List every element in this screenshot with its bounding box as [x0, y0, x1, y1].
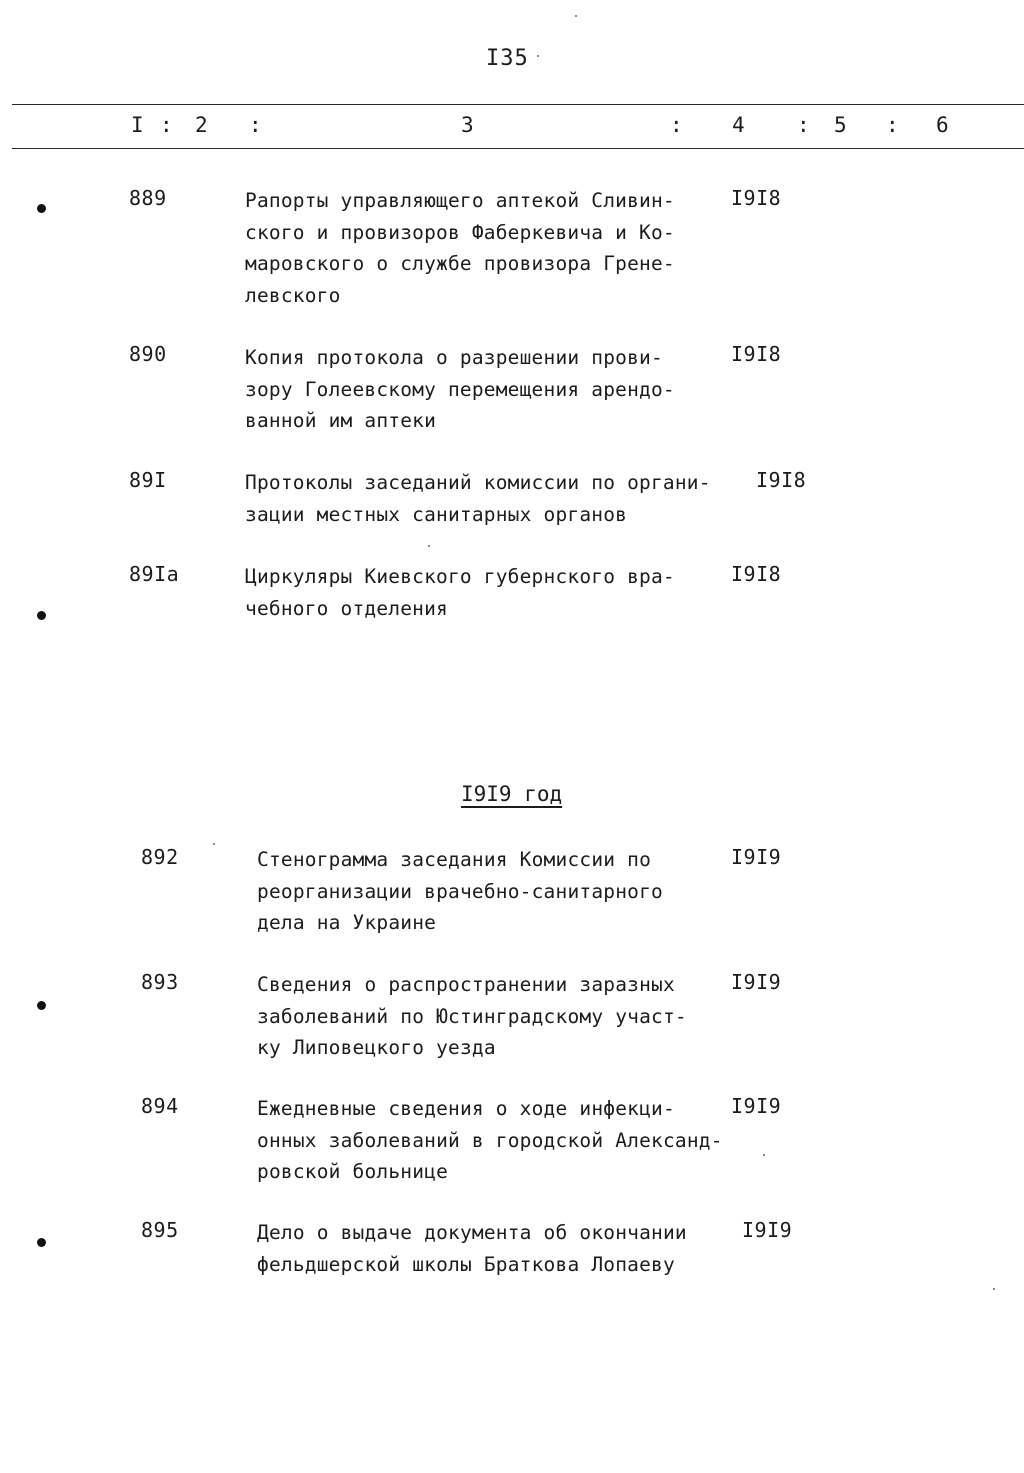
header-rule-top [12, 104, 1024, 105]
page-number: I35 [486, 46, 529, 71]
scan-speck [213, 843, 215, 845]
column-header-1: I [131, 113, 144, 137]
entry-number: 895 [141, 1218, 179, 1242]
header-rule-bottom [12, 148, 1024, 149]
column-header-3: 3 [461, 113, 474, 137]
entry-year: I9I8 [731, 562, 782, 586]
column-header-4: 4 [732, 113, 745, 137]
entry-title-line: Дело о выдаче документа об окончании [257, 1221, 687, 1244]
entry-title-line: ского и провизоров Фаберкевича и Ко- [245, 220, 675, 244]
entry-title-line: реорганизации врачебно-санитарного [257, 879, 663, 903]
entry-year: I9I8 [731, 342, 782, 366]
entry-title-line: зации местных санитарных органов [245, 502, 628, 526]
entry-title-line: маровского о службе провизора Гренe- [245, 252, 675, 275]
scan-speck [575, 15, 577, 17]
entry-title [257, 969, 687, 1064]
entry-year: I9I9 [731, 970, 782, 994]
scan-speck [428, 545, 430, 547]
column-header-2: 2 [195, 113, 208, 137]
entry-title-line: Копия протокола о разрешении прови- [245, 346, 663, 369]
punch-hole-mark [37, 1001, 46, 1010]
entry-number: 892 [141, 845, 179, 869]
punch-hole-mark [37, 204, 46, 213]
entry-title-line: онных заболеваний в городской Александ- [257, 1128, 723, 1152]
entry-title-line: чебного отделения [245, 596, 448, 620]
entry-year: I9I9 [731, 1094, 782, 1118]
column-separator: : [886, 113, 899, 137]
scan-speck [537, 55, 539, 57]
punch-hole-mark [37, 611, 46, 620]
entry-title [245, 467, 711, 530]
column-separator: : [249, 113, 262, 137]
entry-number: 893 [141, 970, 179, 994]
entry-title [245, 185, 675, 311]
entry-year: I9I8 [731, 186, 782, 210]
entry-year: I9I8 [756, 468, 807, 492]
entry-title-line: Сведения о распространении заразных [257, 973, 675, 996]
entry-title-line: зору Голеевскому перемещения арендо- [245, 377, 675, 401]
entry-year: I9I9 [742, 1218, 793, 1242]
entry-title-line: Протоколы заседаний комиссии по органи- [245, 471, 711, 494]
entry-title-line: Циркуляры Киевского губернского вра- [245, 565, 675, 588]
entry-title-line: Рапорты управляющего аптекой Сливин- [245, 189, 675, 212]
entry-number: 894 [141, 1094, 179, 1118]
entry-title-line: дела на Украине [257, 911, 437, 934]
punch-hole-mark [37, 1238, 46, 1247]
entry-title-line: левского [245, 283, 341, 307]
column-separator: : [797, 113, 810, 137]
column-separator: : [670, 113, 683, 137]
scan-speck [763, 1154, 765, 1156]
entry-title [257, 1217, 687, 1280]
entry-title-line: ванной им аптеки [245, 409, 437, 432]
column-header-6: 6 [936, 113, 949, 137]
entry-number: 89Iа [129, 562, 180, 586]
entry-title-line: заболеваний по Юстинградскому участ- [257, 1004, 687, 1028]
entry-title-line: ровской больнице [257, 1160, 449, 1183]
column-header-5: 5 [834, 113, 847, 137]
entry-number: 889 [129, 186, 167, 210]
entry-title-line: фельдшерской школы Браткова Лопаеву [257, 1252, 675, 1276]
entry-number: 890 [129, 342, 167, 366]
entry-number: 89I [129, 468, 167, 492]
entry-title-line: Ежедневные сведения о ходе инфекци- [257, 1097, 675, 1120]
entry-title [245, 342, 675, 437]
entry-year: I9I9 [731, 845, 782, 869]
entry-title [245, 561, 675, 624]
section-heading-1919: I9I9 год [461, 782, 563, 806]
entry-title-line: Стенограмма заседания Комиссии по [257, 848, 652, 871]
entry-title [257, 1093, 723, 1188]
column-separator: : [160, 113, 173, 137]
entry-title [257, 844, 663, 939]
entry-title-line: ку Липовецкого уезда [257, 1036, 496, 1059]
scan-speck [993, 1288, 995, 1290]
